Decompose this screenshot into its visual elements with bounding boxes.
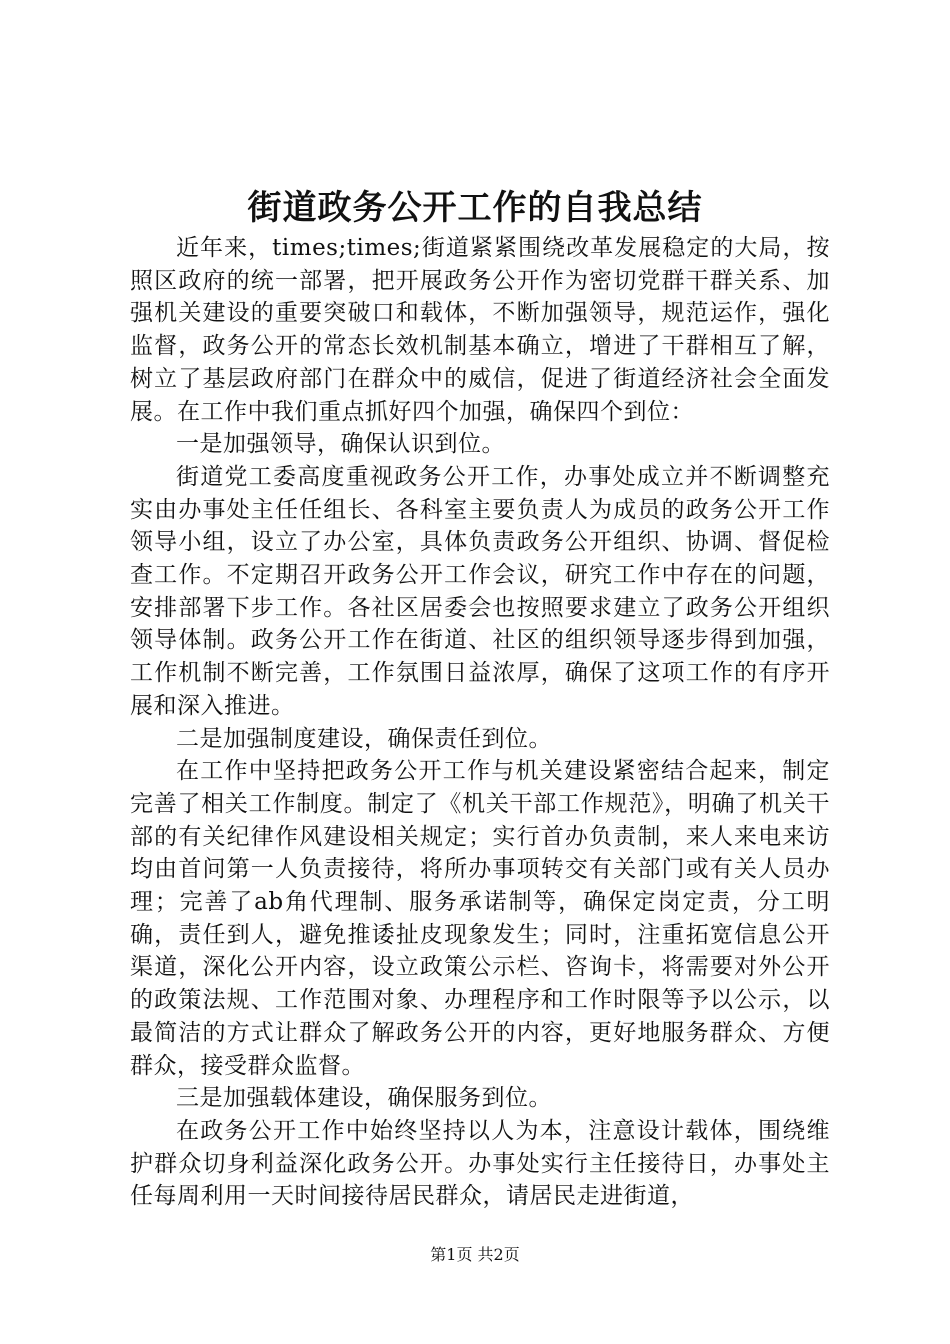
paragraph-point-1: 街道党工委高度重视政务公开工作，办事处成立并不断调整充实由办事处主任任组长、各科室主要负责人为成员的政务公开工作领导小组，设立了办公室，具体负责政务公开组织、协调、督促检查工作。不定期召开政务公开工作会议，研究工作中存在的问题，安排部署下步工作。各社区居委会也按照要求建立了政务公开组织领导体制。政务公开工作在街道、社区的组织领导逐步得到加强，工作机制不断完善，工作氛围日益浓厚，确保了这项工作的有序开展和深入推进。 — [130, 463, 830, 719]
paragraph-intro: 近年来，times;times;街道紧紧围绕改革发展稳定的大局，按照区政府的统一部署，把开展政务公开作为密切党群干群关系、加强机关建设的重要突破口和载体，不断加强领导，规范运作，强化监督，政务公开的常态长效机制基本确立，增进了干群相互了解，树立了基层政府部门在群众中的威信，促进了街道经济社会全面发展。在工作中我们重点抓好四个加强，确保四个到位： — [130, 235, 830, 425]
heading-point-1: 一是加强领导，确保认识到位。 — [176, 431, 505, 458]
paragraph-point-3: 在政务公开工作中始终坚持以人为本，注意设计载体，围绕维护群众切身利益深化政务公开。办事处实行主任接待日，办事处主任每周利用一天时间接待居民群众，请居民走进街道， — [130, 1117, 830, 1210]
paragraph-point-2: 在工作中坚持把政务公开工作与机关建设紧密结合起来，制定完善了相关工作制度。制定了《机关干部工作规范》，明确了机关干部的有关纪律作风建设相关规定；实行首办负责制，来人来电来访均由首问第一人负责接待，将所办事项转交有关部门或有关人员办理；完善了ab角代理制、服务承诺制等，确保定岗定责，分工明确，责任到人，避免推诿扯皮现象发生；同时，注重拓宽信息公开渠道，深化公开内容，设立政策公示栏、咨询卡，将需要对外公开的政策法规、工作范围对象、办理程序和工作时限等予以公示，以最简洁的方式让群众了解政务公开的内容，更好地服务群众、方便群众，接受群众监督。 — [130, 758, 830, 1079]
document-body — [130, 232, 830, 1213]
document-title: 街道政务公开工作的自我总结 — [247, 188, 703, 228]
heading-point-2: 二是加强制度建设，确保责任到位。 — [176, 725, 552, 752]
page-footer: 第1页 共2页 — [430, 1245, 520, 1264]
heading-point-3: 三是加强载体建设，确保服务到位。 — [176, 1085, 552, 1112]
